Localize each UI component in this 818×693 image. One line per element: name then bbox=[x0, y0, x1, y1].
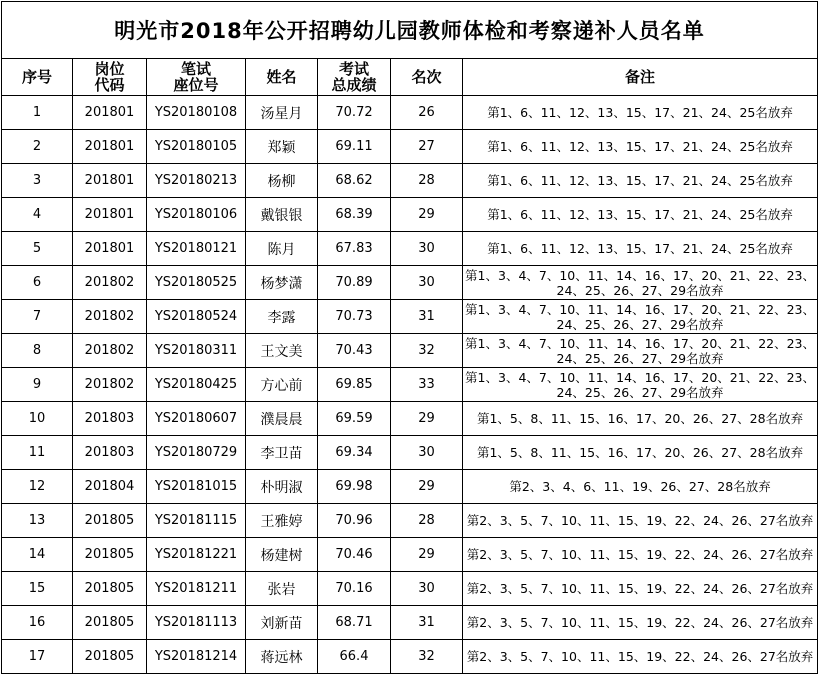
header-exam-line2: 座位号 bbox=[173, 76, 219, 94]
cell-post-code: 201802 bbox=[73, 266, 147, 300]
cell-score: 70.73 bbox=[318, 300, 391, 334]
cell-exam-seat: YS20181113 bbox=[147, 606, 246, 640]
cell-seq: 10 bbox=[2, 402, 73, 436]
cell-rank: 30 bbox=[391, 436, 463, 470]
cell-post-code: 201802 bbox=[73, 300, 147, 334]
spreadsheet-sheet bbox=[1, 1, 817, 691]
cell-score: 67.83 bbox=[318, 232, 391, 266]
cell-score: 69.59 bbox=[318, 402, 391, 436]
cell-seq: 3 bbox=[2, 164, 73, 198]
cell-rank: 29 bbox=[391, 538, 463, 572]
table-row bbox=[2, 572, 818, 606]
cell-exam-seat: YS20181015 bbox=[147, 470, 246, 504]
cell-note: 第1、3、4、7、10、11、14、16、17、20、21、22、23、 24、25、26、27、29名放弃 bbox=[463, 266, 818, 300]
table-row bbox=[2, 130, 818, 164]
cell-name: 濮晨晨 bbox=[246, 402, 318, 436]
cell-score: 68.39 bbox=[318, 198, 391, 232]
header-name: 姓名 bbox=[246, 59, 318, 96]
cell-name: 李露 bbox=[246, 300, 318, 334]
cell-name: 王雅婷 bbox=[246, 504, 318, 538]
candidate-table bbox=[1, 1, 818, 674]
cell-post-code: 201802 bbox=[73, 368, 147, 402]
cell-rank: 31 bbox=[391, 300, 463, 334]
cell-note: 第2、3、5、7、10、11、15、19、22、24、26、27名放弃 bbox=[463, 504, 818, 538]
cell-score: 69.85 bbox=[318, 368, 391, 402]
cell-rank: 31 bbox=[391, 606, 463, 640]
cell-exam-seat: YS20180311 bbox=[147, 334, 246, 368]
cell-note: 第1、6、11、12、13、15、17、21、24、25名放弃 bbox=[463, 96, 818, 130]
cell-post-code: 201801 bbox=[73, 130, 147, 164]
table-row bbox=[2, 266, 818, 300]
cell-seq: 11 bbox=[2, 436, 73, 470]
cell-post-code: 201803 bbox=[73, 402, 147, 436]
cell-post-code: 201805 bbox=[73, 640, 147, 674]
cell-note: 第1、6、11、12、13、15、17、21、24、25名放弃 bbox=[463, 164, 818, 198]
table-row bbox=[2, 606, 818, 640]
cell-post-code: 201801 bbox=[73, 164, 147, 198]
table-row bbox=[2, 402, 818, 436]
cell-name: 方心前 bbox=[246, 368, 318, 402]
cell-exam-seat: YS20180108 bbox=[147, 96, 246, 130]
header-seq: 序号 bbox=[2, 59, 73, 96]
cell-name: 李卫苗 bbox=[246, 436, 318, 470]
cell-rank: 30 bbox=[391, 266, 463, 300]
cell-name: 杨建树 bbox=[246, 538, 318, 572]
page-title: 明光市2018年公开招聘幼儿园教师体检和考察递补人员名单 bbox=[2, 2, 818, 59]
cell-score: 69.98 bbox=[318, 470, 391, 504]
cell-note: 第1、5、8、11、15、16、17、20、26、27、28名放弃 bbox=[463, 436, 818, 470]
table-row bbox=[2, 368, 818, 402]
cell-note: 第2、3、5、7、10、11、15、19、22、24、26、27名放弃 bbox=[463, 606, 818, 640]
cell-seq: 6 bbox=[2, 266, 73, 300]
cell-note: 第1、3、4、7、10、11、14、16、17、20、21、22、23、 24、25、26、27、29名放弃 bbox=[463, 368, 818, 402]
header-note: 备注 bbox=[463, 59, 818, 96]
cell-rank: 32 bbox=[391, 640, 463, 674]
cell-rank: 26 bbox=[391, 96, 463, 130]
cell-post-code: 201805 bbox=[73, 572, 147, 606]
cell-note: 第2、3、5、7、10、11、15、19、22、24、26、27名放弃 bbox=[463, 572, 818, 606]
cell-rank: 27 bbox=[391, 130, 463, 164]
cell-name: 蒋远林 bbox=[246, 640, 318, 674]
table-row bbox=[2, 436, 818, 470]
cell-exam-seat: YS20181214 bbox=[147, 640, 246, 674]
cell-score: 70.96 bbox=[318, 504, 391, 538]
cell-exam-seat: YS20180607 bbox=[147, 402, 246, 436]
table-row bbox=[2, 96, 818, 130]
cell-seq: 17 bbox=[2, 640, 73, 674]
cell-rank: 30 bbox=[391, 572, 463, 606]
cell-name: 戴银银 bbox=[246, 198, 318, 232]
cell-score: 69.11 bbox=[318, 130, 391, 164]
table-row bbox=[2, 334, 818, 368]
cell-seq: 2 bbox=[2, 130, 73, 164]
cell-seq: 8 bbox=[2, 334, 73, 368]
header-rank: 名次 bbox=[391, 59, 463, 96]
cell-post-code: 201802 bbox=[73, 334, 147, 368]
cell-exam-seat: YS20180525 bbox=[147, 266, 246, 300]
header-score bbox=[318, 59, 391, 96]
cell-score: 68.62 bbox=[318, 164, 391, 198]
cell-post-code: 201803 bbox=[73, 436, 147, 470]
cell-seq: 14 bbox=[2, 538, 73, 572]
cell-exam-seat: YS20180524 bbox=[147, 300, 246, 334]
cell-score: 70.43 bbox=[318, 334, 391, 368]
cell-note: 第1、3、4、7、10、11、14、16、17、20、21、22、23、 24、25、26、27、29名放弃 bbox=[463, 334, 818, 368]
header-post-code bbox=[73, 59, 147, 96]
cell-name: 刘新苗 bbox=[246, 606, 318, 640]
cell-score: 69.34 bbox=[318, 436, 391, 470]
cell-note: 第2、3、5、7、10、11、15、19、22、24、26、27名放弃 bbox=[463, 640, 818, 674]
title-row bbox=[2, 2, 818, 59]
cell-name: 杨梦潇 bbox=[246, 266, 318, 300]
cell-rank: 29 bbox=[391, 402, 463, 436]
cell-note: 第1、6、11、12、13、15、17、21、24、25名放弃 bbox=[463, 130, 818, 164]
cell-post-code: 201801 bbox=[73, 96, 147, 130]
cell-exam-seat: YS20180105 bbox=[147, 130, 246, 164]
table-row bbox=[2, 640, 818, 674]
cell-rank: 33 bbox=[391, 368, 463, 402]
header-exam-line1: 笔试 bbox=[180, 60, 211, 78]
table-row bbox=[2, 538, 818, 572]
header-exam-seat bbox=[147, 59, 246, 96]
cell-name: 王文美 bbox=[246, 334, 318, 368]
cell-post-code: 201805 bbox=[73, 504, 147, 538]
header-score-line1: 考试 bbox=[338, 60, 369, 78]
header-post-line2: 代码 bbox=[94, 76, 125, 94]
cell-rank: 32 bbox=[391, 334, 463, 368]
cell-note: 第1、6、11、12、13、15、17、21、24、25名放弃 bbox=[463, 232, 818, 266]
cell-score: 70.89 bbox=[318, 266, 391, 300]
cell-exam-seat: YS20180213 bbox=[147, 164, 246, 198]
cell-exam-seat: YS20180425 bbox=[147, 368, 246, 402]
cell-post-code: 201805 bbox=[73, 606, 147, 640]
table-row bbox=[2, 232, 818, 266]
table-row bbox=[2, 470, 818, 504]
cell-seq: 7 bbox=[2, 300, 73, 334]
header-score-line2: 总成绩 bbox=[331, 76, 377, 94]
cell-seq: 1 bbox=[2, 96, 73, 130]
cell-score: 70.16 bbox=[318, 572, 391, 606]
cell-exam-seat: YS20181211 bbox=[147, 572, 246, 606]
cell-note: 第1、6、11、12、13、15、17、21、24、25名放弃 bbox=[463, 198, 818, 232]
table-row bbox=[2, 300, 818, 334]
cell-post-code: 201805 bbox=[73, 538, 147, 572]
table-body bbox=[2, 96, 818, 674]
cell-seq: 9 bbox=[2, 368, 73, 402]
cell-exam-seat: YS20181115 bbox=[147, 504, 246, 538]
cell-exam-seat: YS20181221 bbox=[147, 538, 246, 572]
cell-seq: 5 bbox=[2, 232, 73, 266]
table-row bbox=[2, 504, 818, 538]
cell-seq: 16 bbox=[2, 606, 73, 640]
cell-rank: 28 bbox=[391, 504, 463, 538]
cell-score: 68.71 bbox=[318, 606, 391, 640]
cell-name: 杨柳 bbox=[246, 164, 318, 198]
cell-exam-seat: YS20180729 bbox=[147, 436, 246, 470]
cell-seq: 15 bbox=[2, 572, 73, 606]
cell-name: 汤星月 bbox=[246, 96, 318, 130]
cell-seq: 13 bbox=[2, 504, 73, 538]
cell-rank: 29 bbox=[391, 198, 463, 232]
table-row bbox=[2, 198, 818, 232]
cell-note: 第2、3、5、7、10、11、15、19、22、24、26、27名放弃 bbox=[463, 538, 818, 572]
cell-name: 张岩 bbox=[246, 572, 318, 606]
header-post-line1: 岗位 bbox=[94, 60, 125, 78]
cell-exam-seat: YS20180121 bbox=[147, 232, 246, 266]
cell-score: 70.46 bbox=[318, 538, 391, 572]
cell-note: 第2、3、4、6、11、19、26、27、28名放弃 bbox=[463, 470, 818, 504]
header-row bbox=[2, 59, 818, 96]
cell-name: 郑颖 bbox=[246, 130, 318, 164]
cell-seq: 12 bbox=[2, 470, 73, 504]
cell-exam-seat: YS20180106 bbox=[147, 198, 246, 232]
cell-rank: 30 bbox=[391, 232, 463, 266]
cell-post-code: 201804 bbox=[73, 470, 147, 504]
cell-score: 66.4 bbox=[318, 640, 391, 674]
cell-name: 陈月 bbox=[246, 232, 318, 266]
cell-note: 第1、3、4、7、10、11、14、16、17、20、21、22、23、 24、25、26、27、29名放弃 bbox=[463, 300, 818, 334]
cell-note: 第1、5、8、11、15、16、17、20、26、27、28名放弃 bbox=[463, 402, 818, 436]
cell-rank: 29 bbox=[391, 470, 463, 504]
table-row bbox=[2, 164, 818, 198]
cell-post-code: 201801 bbox=[73, 198, 147, 232]
cell-post-code: 201801 bbox=[73, 232, 147, 266]
cell-rank: 28 bbox=[391, 164, 463, 198]
cell-score: 70.72 bbox=[318, 96, 391, 130]
cell-seq: 4 bbox=[2, 198, 73, 232]
cell-name: 朴明淑 bbox=[246, 470, 318, 504]
